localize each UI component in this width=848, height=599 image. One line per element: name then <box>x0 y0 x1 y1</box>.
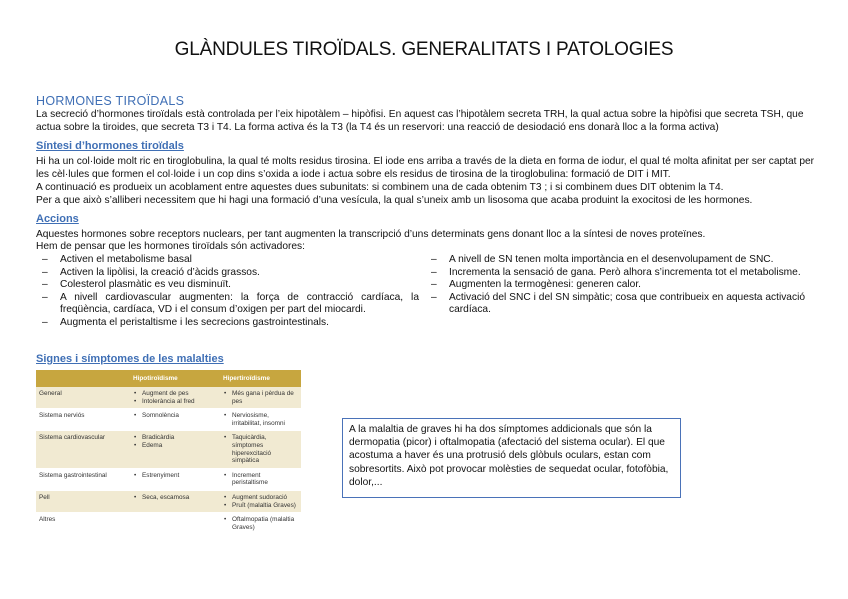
list-item: – A nivell de SN tenen molta importància en el desenvolupament de SNC. <box>425 254 805 267</box>
table-cell-label: Altres <box>36 513 130 535</box>
sintesi-paragraph-2: A continuació es produeix un acoblament entre aquestes dues subunitats: si combinem una de cada obtenim T3 ; i si combinem dues DIT obtenim la T4. <box>36 182 724 193</box>
table-cell-hipo <box>130 409 220 431</box>
accions-paragraph-1: Aquestes hormones sobre receptors nuclears, per tant augmenten la transcripció d’uns determinats gens donant lloc a la síntesi de noves proteïnes. <box>36 229 706 240</box>
list-item: – A nivell cardiovascular augmenten: la força de contracció cardíaca, la freqüència, cardíaca, VD i el consum d’oxigen per part del miocardi. <box>36 292 419 317</box>
intro-paragraph: La secreció d’hormones tiroïdals està controlada per l’eix hipotàlem – hipòfisi. En aquest cas l’hipotàlem secreta TRH, la qual actua sobre la hipòfisi que secreta TSH, que actua sobre la tiroides, que secreta T3 i T4. La forma activa és la T3 (la T4 és un reservori: una reacció de desiodació ens donarà lloc a la forma activa) <box>36 109 804 133</box>
table-cell-item: • Somnolència <box>133 412 217 420</box>
table-cell-item: • Augment sudoració <box>223 494 298 502</box>
table-cell-label: Sistema cardiovascular <box>36 431 130 468</box>
table-header-cell: Hipotiroïdisme <box>130 370 220 387</box>
table-cell-item: • Taquicàrdia, símptomes hiperexcitació simpàtica <box>223 434 298 464</box>
table-cell-item: • Estrenyiment <box>133 472 217 480</box>
subheading-accions: Accions <box>36 213 79 225</box>
table-row <box>36 387 301 409</box>
table-cell-item: • Edema <box>133 442 217 450</box>
table-row <box>36 490 301 512</box>
table-row <box>36 431 301 468</box>
list-item: – Activen el metabolisme basal <box>36 254 419 267</box>
table-cell-item: • Bradicàrdia <box>133 434 217 442</box>
sintesi-paragraph-1: Hi ha un col·loide molt ric en tiroglobulina, la qual té molts residus tirosina. El iode ens arriba a través de la dieta en forma de iodur, el qual té molta afinitat per ser captat per les cèl·lules que formen el col·loide i un cop dins s’oxida a iode i actua sobre els residus de tirosina de la tiroglobulina: formació de DIT i MIT. <box>36 156 815 180</box>
accions-right-list <box>425 254 805 317</box>
table-cell-item: • Seca, escamosa <box>133 494 217 502</box>
section-heading-hormones: HORMONES TIROÏDALS <box>36 94 185 108</box>
table-cell-hiper <box>220 513 301 535</box>
table-row <box>36 468 301 490</box>
table-header-row <box>36 370 301 387</box>
table-cell-item: • Més gana i pèrdua de pes <box>223 390 298 405</box>
subheading-signes: Signes i símptomes de les malalties <box>36 353 224 365</box>
list-item: – Augmenten la termogènesi: generen calor. <box>425 279 805 292</box>
table-cell-item: • Increment peristaltisme <box>223 472 298 487</box>
table-cell-hipo <box>130 513 220 535</box>
list-item: – Colesterol plasmàtic es veu disminuït. <box>36 279 419 292</box>
table-cell-label: Pell <box>36 490 130 512</box>
list-item: – Augmenta el peristaltisme i les secrecions gastrointestinals. <box>36 317 419 330</box>
table-cell-label: Sistema nerviós <box>36 409 130 431</box>
table-header-cell: Hipertiroïdisme <box>220 370 301 387</box>
table-cell-item: • Oftalmopatia (malaltia Graves) <box>223 516 298 531</box>
sintesi-paragraph-3: Per a que això s’alliberi necessitem que hi hagi una formació d’una vesícula, la qual s’uneix amb un lisosoma que acaba produint la exocitosi de les hormones. <box>36 195 753 206</box>
accions-left-list <box>36 254 419 330</box>
table-cell-item: • Nerviosisme, irritabilitat, insomni <box>223 412 298 427</box>
symptoms-table <box>36 370 301 535</box>
graves-note-box: A la malaltia de graves hi ha dos símptomes addicionals que són la dermopatia (picor) i oftalmopatia (afectació del sistema ocular). El que acostuma a haver és una protrusió dels glòbuls oculars, estan com sobresortits. Això pot provocar molèsties de sequedat ocular, fotofòbia, dolor,... <box>342 418 681 498</box>
table-cell-label: Sistema gastrointestinal <box>36 468 130 490</box>
table-cell-hipo <box>130 431 220 468</box>
table-cell-hipo <box>130 468 220 490</box>
page-title: GLÀNDULES TIROÏDALS. GENERALITATS I PATOLOGIES <box>174 39 674 60</box>
table-row <box>36 409 301 431</box>
table-cell-hipo <box>130 387 220 409</box>
list-item: – Activació del SNC i del SN simpàtic; cosa que contribueix en aquesta activació cardíaca. <box>425 292 805 317</box>
table-cell-item: • Augment de pes <box>133 390 217 398</box>
list-item: – Activen la lipòlisi, la creació d’àcids grassos. <box>36 267 419 280</box>
table-cell-item: • Intolerància al fred <box>133 398 217 406</box>
table-cell-hiper <box>220 409 301 431</box>
table-cell-hiper <box>220 468 301 490</box>
table-row <box>36 513 301 535</box>
table-cell-hiper <box>220 490 301 512</box>
table-cell-item: • Pruït (malaltia Graves) <box>223 502 298 510</box>
subheading-sintesi: Síntesi d’hormones tiroïdals <box>36 140 184 152</box>
table-cell-hipo <box>130 490 220 512</box>
table-cell-hiper <box>220 387 301 409</box>
list-item: – Incrementa la sensació de gana. Però alhora s’incrementa tot el metabolisme. <box>425 267 805 280</box>
table-cell-label: General <box>36 387 130 409</box>
table-cell-hiper <box>220 431 301 468</box>
table-header-cell <box>36 370 130 387</box>
accions-paragraph-2: Hem de pensar que les hormones tiroïdals són activadores: <box>36 241 305 252</box>
